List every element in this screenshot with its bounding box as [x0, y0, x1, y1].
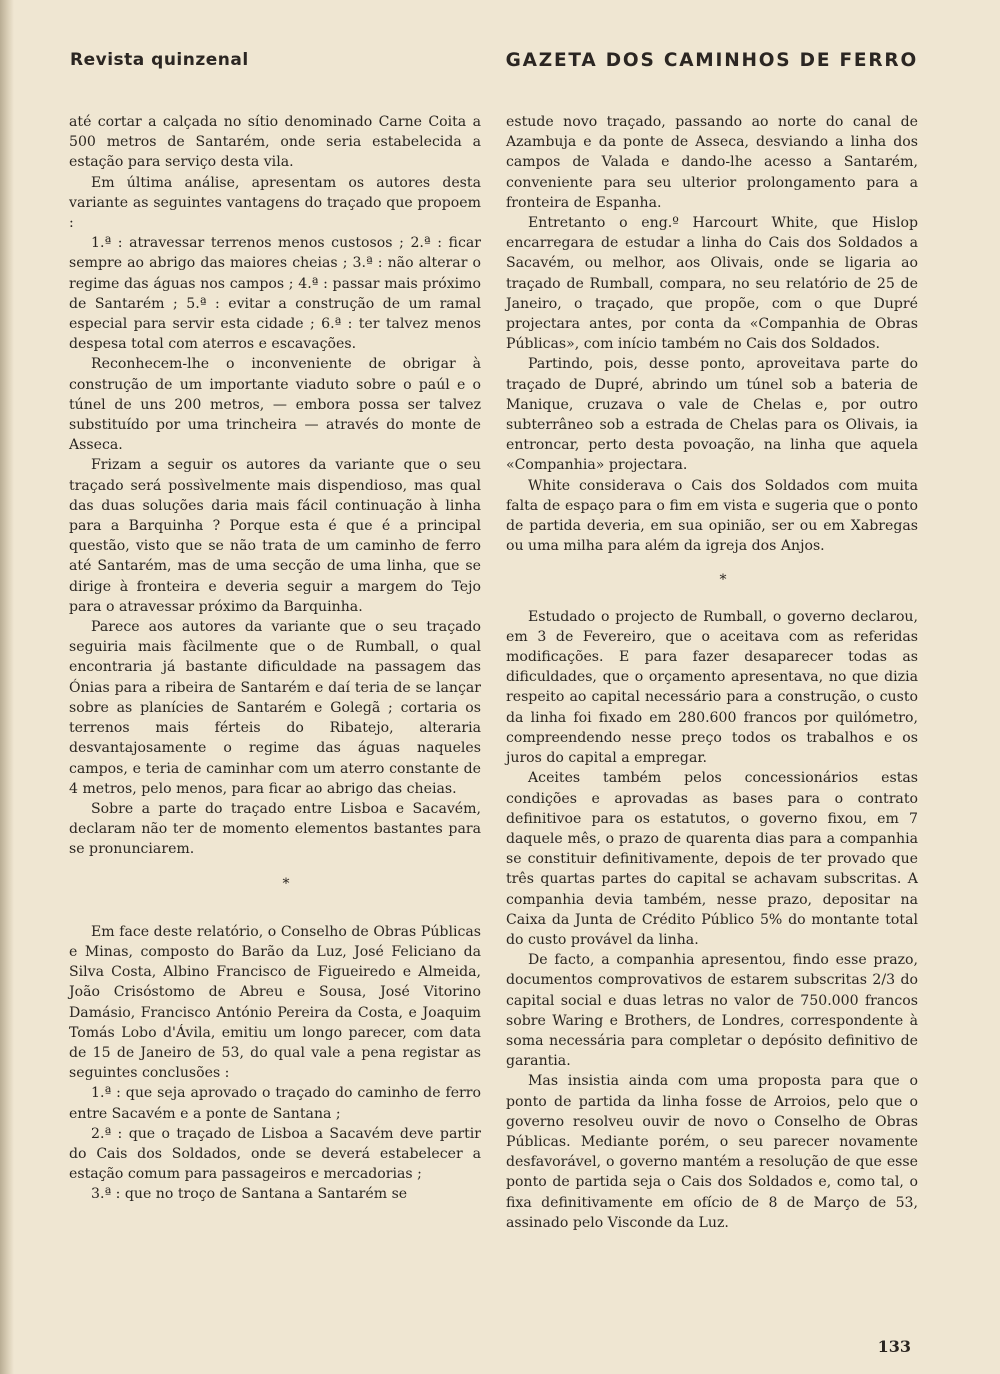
- paragraph: 1.ª : atravessar terrenos menos custosos ; 2.ª : ficar sempre ao abrigo das maiores cheias ; 3.ª : não alterar o regime das águas nos campos ; 4.ª : passar mais próximo de Santarém ; 5.ª : evitar a construção de um ramal especial para servir esta cidade ; 6.ª : ter talvez menos despesa total com aterros e escavações.: [69, 235, 481, 353]
- page-number: 133: [877, 1337, 911, 1356]
- paragraph: 1.ª : que seja aprovado o traçado do caminho de ferro entre Sacavém e a ponte de Santana ;: [69, 1085, 481, 1122]
- paragraph: Em face deste relatório, o Conselho de Obras Públicas e Minas, composto do Barão da Luz, José Feliciano da Silva Costa, Albino Francisco de Figueiredo e Almeida, João Crisóstomo de Abreu e Sousa, José Vitorino Damásio, Francisco António Pereira da Costa, e Joaquim Tomás Lobo d'Ávila, emitiu um longo parecer, com data de 15 de Janeiro de 53, do qual vale a pena registar as seguintes conclusões :: [69, 923, 481, 1082]
- paragraph: Em última análise, apresentam os autores desta variante as seguintes vantagens do traçado que propoem :: [69, 174, 481, 232]
- right-column: [506, 112, 918, 1233]
- paragraph: Reconhecem-lhe o inconveniente de obrigar à construção de um importante viaduto sobre o paúl e o túnel de uns 200 metros, — embora possa ser talvez substituído por uma trincheira — através do monte de Asseca.: [69, 356, 481, 454]
- paragraph: Sobre a parte do traçado entre Lisboa e Sacavém, declaram não ter de momento elementos bastantes para se pronunciarem.: [69, 800, 481, 858]
- paragraph: Mas insistia ainda com uma proposta para que o ponto de partida da linha fosse de Arroios, pelo que o governo resolveu ouvir de novo o Conselho de Obras Públicas. Mediante porém, o seu parecer novamente desfavorável, o governo mantém a resolução de que esse ponto de partida seja o Cais dos Soldados e, como tal, o fixa definitivamente em ofício de 8 de Março de 53, assinado pelo Visconde da Luz.: [506, 1073, 918, 1231]
- section-separator: *: [282, 875, 290, 892]
- header-periodicity: Revista quinzenal: [70, 50, 249, 70]
- left-column: [69, 112, 481, 1205]
- section-separator: *: [719, 572, 727, 589]
- paragraph: Parece aos autores da variante que o seu traçado seguiria mais fàcilmente que o de Rumball, o qual encontraria já bastante dificuldade na passagem das Ónias para a ribeira de Santarém e daí teria de se lançar sobre as planícies de Santarém e Golegã ; cortaria os terrenos mais férteis do Ribatejo, alteraria desvantajosamente o regime das águas naqueles campos, e teria de caminhar com um aterro constante de 4 metros, pelo menos, para ficar ao abrigo das cheias.: [69, 619, 481, 797]
- paragraph: 3.ª : que no troço de Santana a Santarém se: [91, 1186, 408, 1203]
- paragraph: Frizam a seguir os autores da variante que o seu traçado será possìvelmente mais dispendioso, mas qual das duas soluções daria mais fácil continuação à linha para a Barquinha ? Porque esta é que é a principal questão, visto que se não trata de um caminho de ferro até Santarém, mas de uma secção de uma linha, que se dirige à fronteira e deveria seguir a margem do Tejo para o atravessar próximo da Barquinha.: [69, 457, 481, 615]
- paragraph: Aceites também pelos concessionários estas condições e aprovadas as bases para o contrato definitivoe para os estatutos, o governo fixou, em 7 daquele mês, o prazo de quarenta dias para a companhia se constituir definitivamente, depois de ter provado que três quartas partes do capital se achavam subscritas. A companhia devia também, nesse prazo, depositar na Caixa da Junta de Crédito Público 5% do montante total do custo provável da linha.: [506, 770, 918, 948]
- paragraph: até cortar a calçada no sítio denominado Carne Coita a 500 metros de Santarém, onde seria estabelecida a estação para serviço desta vila.: [69, 114, 481, 171]
- paragraph: Entretanto o eng.º Harcourt White, que Hislop encarregara de estudar a linha do Cais dos Soldados a Sacavém, ou melhor, aos Olivais, onde se ligaria ao traçado de Rumball, compara, no seu relatório de 25 de Janeiro, o traçado, que propõe, com o que Dupré projectara antes, por conta da «Companhia de Obras Públicas», com início também no Cais dos Soldados.: [506, 215, 918, 353]
- paragraph: 2.ª : que o traçado de Lisboa a Sacavém deve partir do Cais dos Soldados, onde se deverá estabelecer a estação comum para passageiros e mercadorias ;: [69, 1125, 481, 1183]
- paragraph: Estudado o projecto de Rumball, o governo declarou, em 3 de Fevereiro, que o aceitava com as referidas modificações. E para fazer desaparecer todas as dificuldades, que o orçamento apresentava, no que dizia respeito ao capital necessário para a construção, o custo da linha foi fixado em 280.600 francos por quilómetro, compreendendo nesse preço todos os trabalhos e os juros do capital a empregar.: [506, 608, 918, 767]
- paragraph: De facto, a companhia apresentou, findo esse prazo, documentos comprovativos de estarem subscritas 2/3 do capital social e duas letras no valor de 750.000 francos sobre Waring e Brothers, de Londres, correspondente à soma necessária para completar o depósito definitivo de garantia.: [506, 952, 918, 1070]
- header-journal-title: GAZETA DOS CAMINHOS DE FERRO: [505, 50, 918, 71]
- paragraph: Partindo, pois, desse ponto, aproveitava parte do traçado de Dupré, abrindo um túnel sob a bateria de Manique, cruzava o vale de Chelas e, por outro subterrâneo sob a estrada de Chelas para os Olivais, ia entroncar, perto desta povoação, na linha que aquela «Companhia» projectara.: [506, 356, 918, 474]
- paragraph: White considerava o Cais dos Soldados com muita falta de espaço para o fim em vista e sugeria que o ponto de partida deveria, em sua opinião, ser ou em Xabregas ou uma milha para além da igreja dos Anjos.: [506, 477, 918, 555]
- paragraph: estude novo traçado, passando ao norte do canal de Azambuja e da ponte de Asseca, desviando a linha dos campos de Valada e dando-lhe acesso a Santarém, conveniente para seu ulterior prolongamento para a fronteira de Espanha.: [506, 114, 918, 211]
- page-edge-shadow: [0, 0, 14, 1374]
